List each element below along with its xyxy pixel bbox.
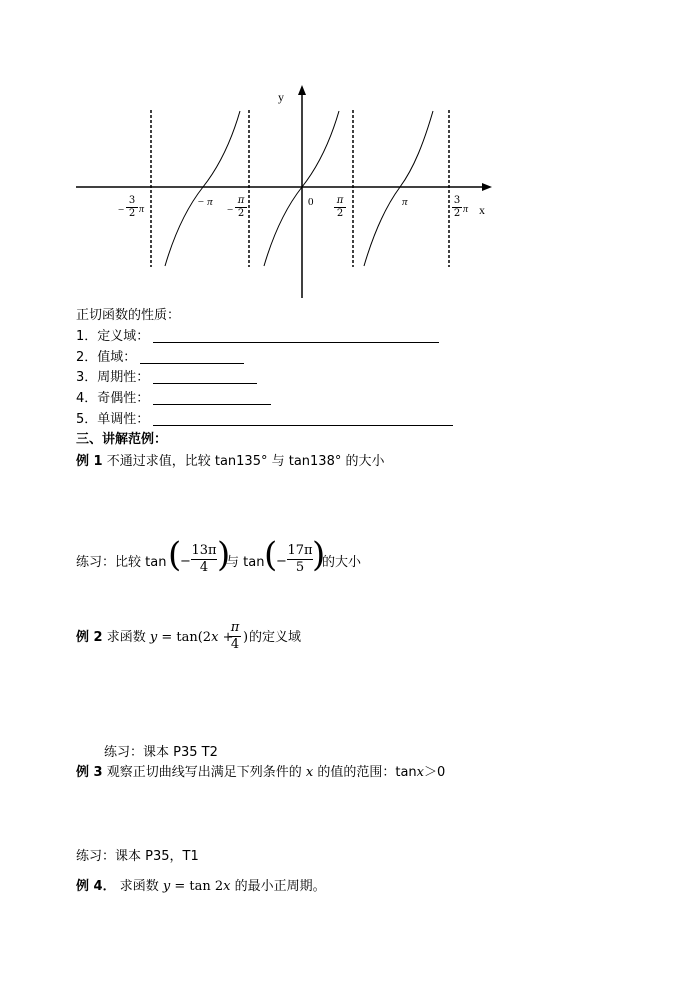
tick-neg-half-sign: − [227,204,234,216]
example-3-mid: 的值的范围：tan [317,765,417,780]
example-2-pre: 求函数 [106,630,146,645]
example-1-tag: 例 1 [76,454,103,469]
tick-half-num: π [336,195,344,206]
example-3-pre: 观察正切曲线写出满足下列条件的 [106,765,302,780]
practice-3: 练习：课本 P35，T1 [76,849,199,864]
y-axis-label: y [278,90,284,104]
practice-1-rparen-2: ) [312,535,326,575]
example-3 [76,765,445,781]
property-domain-blank [153,342,439,343]
practice-1-prefix: 练习：比较 tan [76,555,167,570]
example-2-den: 4 [230,637,240,652]
practice-1-minus-1: − [180,554,191,569]
tangent-branch-right [364,111,433,266]
property-period-label: 3．周期性： [76,370,150,385]
example-2-suffix: 的定义域 [249,630,302,645]
example-3-x2: x [416,765,425,780]
practice-1-mid: 与 tan [226,555,265,570]
tick-neg-three-half-pi: π [139,204,145,215]
example-2-eq: = tan(2 [157,630,212,645]
property-domain-label: 1．定义域： [76,329,150,344]
origin-label: 0 [308,196,314,208]
example-3-suffix: ＞0 [424,765,446,780]
tick-three-half-frac [452,195,462,220]
example-4-y: y [162,879,171,894]
tick-half-frac [334,195,346,220]
x-axis-arrow [482,183,492,191]
property-period-blank [153,383,257,384]
tick-neg-pi: − π [197,196,213,208]
example-4-x: x [223,879,231,894]
tick-neg-half-frac [235,195,247,220]
tick-three-half-den: 2 [453,208,461,219]
property-monotonic-blank [153,425,453,426]
practice-1-suffix: 的大小 [322,555,362,570]
practice-1-frac-2 [287,543,313,576]
example-2-plus: + [218,630,234,645]
tick-half-den: 2 [336,208,344,219]
practice-1-lparen-2: ( [264,535,278,575]
practice-1-frac-1 [191,543,217,576]
example-2-x: x [211,630,219,645]
tick-neg-three-half-frac [126,195,138,220]
property-range-blank [140,363,244,364]
example-3-tag: 例 3 [76,765,103,780]
example-3-x: x [305,765,314,780]
tangent-graph [0,0,696,310]
practice-1-rparen-1: ) [217,535,231,575]
tick-pi: π [402,196,408,208]
tick-neg-three-half-den: 2 [128,208,136,219]
tick-neg-half-den: 2 [237,208,245,219]
tangent-branch-left [165,111,240,266]
example-2-close: ) [243,630,249,645]
property-parity-label: 4．奇偶性： [76,391,150,406]
example-2-num: π [230,620,240,635]
example-2-y: y [149,630,158,645]
tick-neg-three-half-num: 3 [128,195,136,206]
y-axis-arrow [298,85,306,95]
practice-1-den-2: 5 [295,560,305,575]
example-4 [76,879,326,895]
x-axis-label: x [479,203,485,217]
example-4-pre: 求函数 [119,879,159,894]
practice-2: 练习：课本 P35 T2 [104,745,218,760]
example-4-eq: = tan 2 [170,879,224,894]
example-4-tag: 例 4． [76,879,116,894]
practice-1-minus-2: − [276,554,287,569]
property-monotonic-label: 5．单调性： [76,412,150,427]
tick-three-half-pi: π [463,204,469,215]
tick-neg-three-half-sign: − [118,204,125,216]
practice-1-den-1: 4 [199,560,209,575]
example-1 [76,454,384,470]
tick-three-half-num: 3 [453,195,461,206]
property-parity-blank [153,404,271,405]
tick-neg-half-num: π [237,195,245,206]
example-1-text: 不通过求值，比较 tan135° 与 tan138° 的大小 [106,454,385,469]
example-2-frac [229,620,241,653]
properties-heading: 正切函数的性质： [76,308,181,323]
example-4-suffix: 的最小正周期。 [230,879,326,894]
practice-1-num-2: 17π [287,543,313,558]
property-range-label: 2．值域： [76,350,137,365]
practice-1-num-1: 13π [191,543,217,558]
section-title: 三、讲解范例： [76,432,168,447]
example-2 [76,630,233,646]
practice-1-lparen-1: ( [168,535,182,575]
example-2-tag: 例 2 [76,630,103,645]
